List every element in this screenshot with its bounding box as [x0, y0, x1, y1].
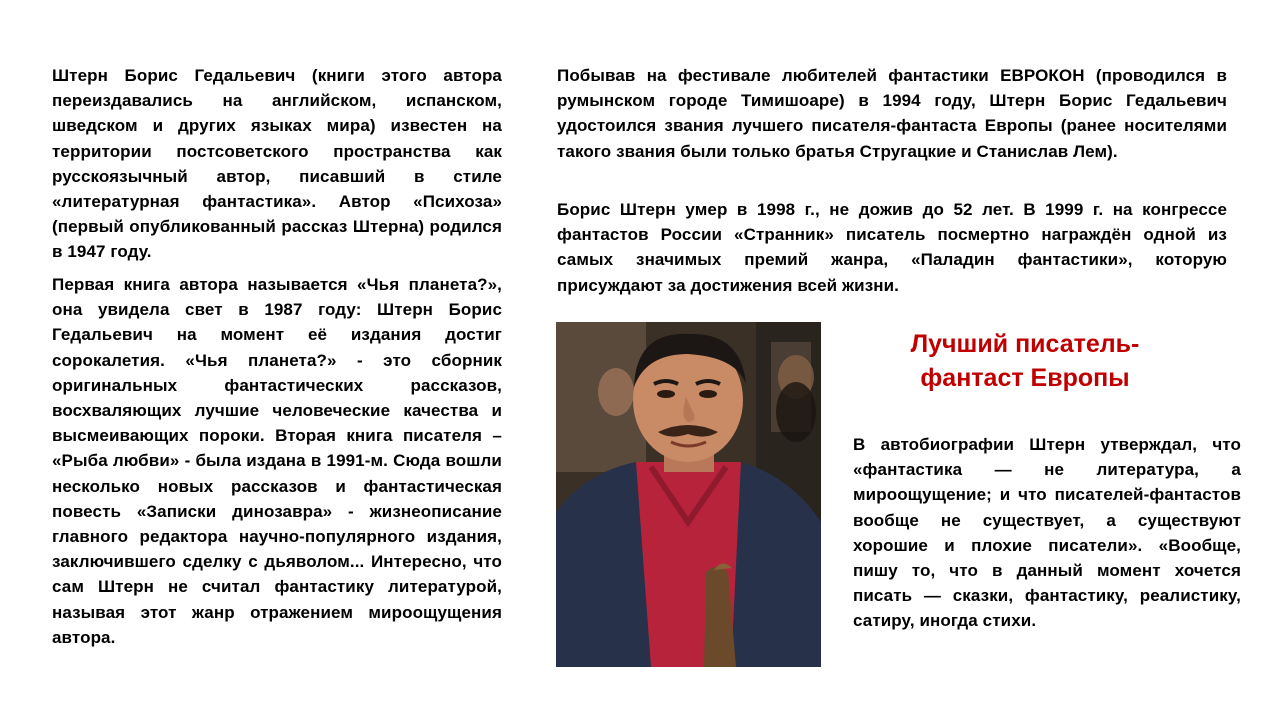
left-paragraph-2: Первая книга автора называется «Чья планета?», она увидела свет в 1987 году: Штерн Борис Гедальевич на момент её издания достиг сорокалетия. «Чья планета?» - это сборник оригинальных фантастических рассказов, восхваляющих лучшие человеческие качества и высмеивающих пороки. Вторая книга писателя – «Рыба любви» - была издана в 1991-м. Сюда вошли несколько новых рассказов и фантастическая повесть «Записки динозавра» - жизнеописание главного редактора научно-популярного издания, заключившего сделку с дьяволом... Интересно, что сам Штерн не считал фантастику литературой, называя этот жанр отражением мироощущения автора. — [52, 275, 502, 647]
slide-heading — [870, 327, 1180, 395]
bio-paragraph: В автобиографии Штерн утверждал, что «фантастика — не литература, а мироощущение; и что писателей-фантастов вообще не существует, а существуют хорошие и плохие писатели». «Вообще, пишу то, что в данный момент хочется писать — сказки, фантастику, реалистику, сатиру, иногда стихи. — [853, 435, 1241, 631]
right-paragraph-1: Побывав на фестивале любителей фантастики ЕВРОКОН (проводился в румынском городе Тимишоаре) в 1994 году, Штерн Борис Гедальевич удостоился звания лучшего писателя-фантаста Европы (ранее носителями такого звания были только братья Стругацкие и Станислав Лем). — [557, 66, 1227, 161]
left-paragraph-1: Штерн Борис Гедальевич (книги этого автора переиздавались на английском, испанском, шведском и других языках мира) известен на территории постсоветского пространства как русскоязычный автор, писавший в стиле «литературная фантастика». Автор «Психоза» (первый опубликованный рассказ Штерна) родился в 1947 году. — [52, 66, 502, 262]
heading-line-1: Лучший писатель- — [910, 330, 1140, 358]
author-photo — [556, 322, 821, 667]
heading-line-2: фантаст Европы — [920, 364, 1130, 392]
author-photo-illustration — [556, 322, 821, 667]
right-paragraph-2: Борис Штерн умер в 1998 г., не дожив до 52 лет. В 1999 г. на конгрессе фантастов России «Странник» писатель посмертно награждён одной из самых значимых премий жанра, «Паладин фантастики», которую присуждают за достижения всей жизни. — [557, 200, 1227, 295]
